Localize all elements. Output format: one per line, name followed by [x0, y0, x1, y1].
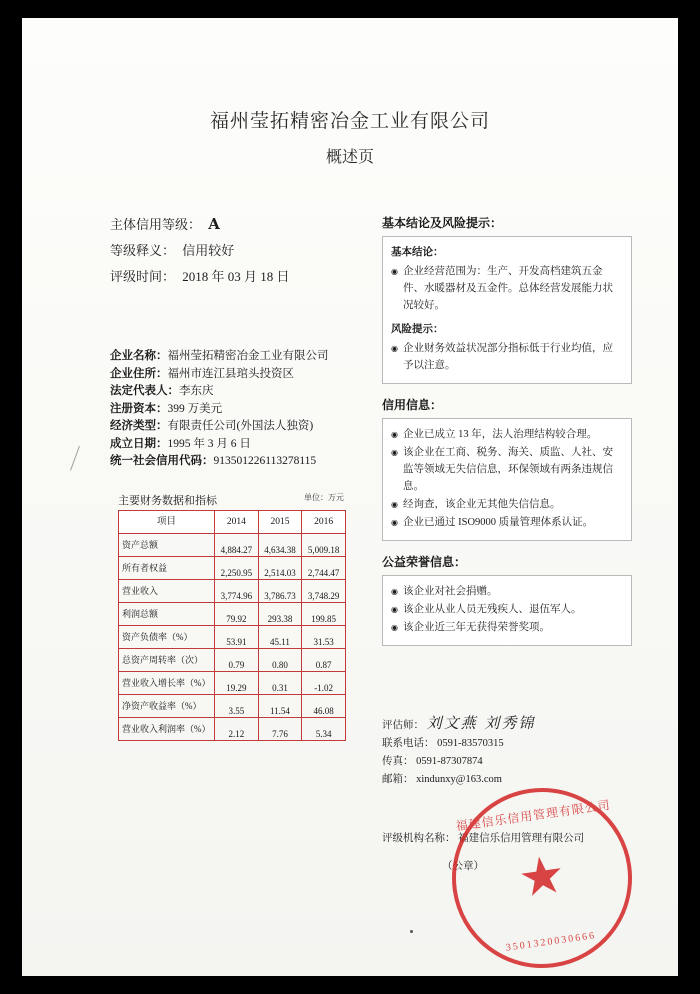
basic-conclusion-label: 基本结论： — [391, 247, 444, 258]
row-value: 0.31 — [258, 672, 302, 695]
row-value: 4,634.38 — [258, 534, 302, 557]
table-header-row — [119, 511, 346, 534]
table-row — [119, 580, 346, 603]
row-value: 31.53 — [302, 626, 346, 649]
fax-row — [382, 753, 662, 771]
finance-table-title: 主要财务数据和指标 — [118, 495, 217, 507]
table-row — [119, 534, 346, 557]
credit-item: ◉ 经询查，该企业无其他失信信息。 — [391, 496, 623, 513]
row-value: 0.79 — [215, 649, 259, 672]
capital-value: 399 万美元 — [167, 402, 223, 415]
capital-label: 注册资本： — [110, 402, 168, 415]
risk-label: 风险提示： — [391, 324, 444, 335]
company-name-label: 企业名称： — [110, 350, 168, 362]
honor-box — [382, 575, 632, 646]
row-value: 53.91 — [215, 626, 259, 649]
row-value: 2,744.47 — [302, 557, 346, 580]
table-row — [119, 649, 346, 672]
company-address-value: 福州市连江县琯头投资区 — [167, 367, 294, 380]
row-value: -1.02 — [302, 672, 346, 695]
risk-item: ◉ 企业财务效益状况部分指标低于行业均值，应予以注意。 — [391, 340, 623, 374]
table-row — [119, 695, 346, 718]
company-info-row — [110, 366, 370, 384]
fax-label: 传真： — [382, 756, 414, 767]
credit-item: ◉ 企业已成立 13 年，法人治理结构较合理。 — [391, 426, 623, 443]
rating-block — [110, 214, 346, 292]
column-header-item: 项目 — [119, 511, 215, 534]
row-value: 45.11 — [258, 626, 302, 649]
table-row — [119, 557, 346, 580]
seal-star-icon: ★ — [514, 846, 569, 909]
table-row — [119, 672, 346, 695]
rating-meaning-value: 信用较好 — [182, 243, 235, 258]
credit-item: ◉ 该企业在工商、税务、海关、质监、人社、安监等领域无失信信息，环保领域有两条违规信息。 — [391, 444, 623, 495]
row-label: 利润总额 — [119, 603, 215, 626]
rating-date-row — [110, 266, 346, 285]
signature-block — [382, 714, 662, 789]
right-column — [382, 214, 632, 658]
row-value: 19.29 — [215, 672, 259, 695]
row-value: 3,786.73 — [258, 580, 302, 603]
row-label: 净资产收益率（%） — [119, 695, 215, 718]
conclusion-section-title: 基本结论及风险提示： — [382, 216, 503, 230]
page-subtitle: 概述页 — [325, 147, 374, 166]
row-value: 2.12 — [215, 718, 259, 741]
credit-box — [382, 418, 632, 541]
honor-section-title: 公益荣誉信息： — [382, 555, 467, 569]
company-address-label: 企业住所： — [110, 367, 168, 380]
row-label: 营业收入 — [119, 580, 215, 603]
row-value: 3,774.96 — [215, 580, 259, 603]
row-value: 5,009.18 — [302, 534, 346, 557]
founding-date-label: 成立日期： — [110, 437, 168, 450]
legal-rep-label: 法定代表人： — [110, 385, 179, 397]
ink-dot-mark — [410, 930, 413, 933]
seal-bottom-text: 3501320030666 — [505, 930, 597, 954]
rater-label: 评估师： — [382, 720, 424, 731]
company-info-row — [110, 348, 370, 366]
economic-type-value: 有限责任公司(外国法人独资) — [167, 420, 314, 432]
honor-item: ◉ 该企业近三年无获得荣誉奖项。 — [391, 619, 623, 636]
rating-meaning-label: 等级释义： — [110, 243, 176, 258]
row-value: 46.08 — [302, 695, 346, 718]
phone-row — [382, 735, 662, 753]
company-info-row — [110, 436, 370, 454]
seal-top-text: 福建信乐信用管理有限公司 — [455, 797, 612, 834]
row-label: 资产负债率（%） — [119, 626, 215, 649]
credit-code-value: 913501226113278115 — [213, 455, 317, 467]
table-row — [119, 718, 346, 741]
legal-rep-value: 李东庆 — [179, 385, 214, 397]
basic-conclusion-item: ◉ 企业经营范围为：生产、开发高档建筑五金件、水暖器材及五金件。总体经营发展能力状况较好。 — [391, 263, 623, 314]
row-value: 11.54 — [258, 695, 302, 718]
conclusion-box — [382, 236, 632, 384]
row-label: 所有者权益 — [119, 557, 215, 580]
table-row — [119, 626, 346, 649]
company-info-row — [110, 418, 370, 436]
credit-code-label: 统一社会信用代码： — [110, 455, 214, 467]
agency-label: 评级机构名称： — [382, 833, 456, 844]
rater-row — [382, 714, 662, 735]
row-value: 0.80 — [258, 649, 302, 672]
row-value: 199.85 — [302, 603, 346, 626]
company-info-row — [110, 453, 370, 471]
row-value: 293.38 — [258, 603, 302, 626]
email-label: 邮箱： — [382, 774, 414, 785]
page-title: 福州莹拓精密冶金工业有限公司 — [209, 110, 490, 132]
row-value: 79.92 — [215, 603, 259, 626]
company-name-value: 福州莹拓精密冶金工业有限公司 — [167, 350, 329, 362]
rating-grade-label: 主体信用等级： — [110, 217, 202, 232]
column-header-2016: 2016 — [302, 511, 346, 534]
fax-value: 0591-87307874 — [416, 756, 483, 767]
finance-table-block — [118, 492, 346, 741]
email-row — [382, 771, 662, 789]
credit-section-title: 信用信息： — [382, 398, 443, 412]
company-info-row — [110, 401, 370, 419]
honor-item: ◉ 该企业对社会捐赠。 — [391, 583, 623, 600]
agency-value: 福建信乐信用管理有限公司 — [458, 833, 585, 844]
row-label: 总资产周转率（次） — [119, 649, 215, 672]
rating-grade-value: A — [208, 215, 220, 233]
founding-date-value: 1995 年 3 月 6 日 — [167, 437, 251, 450]
rating-date-label: 评级时间： — [110, 269, 176, 284]
row-value: 5.34 — [302, 718, 346, 741]
row-value: 0.87 — [302, 649, 346, 672]
column-header-2014: 2014 — [215, 511, 259, 534]
row-label: 营业收入利润率（%） — [119, 718, 215, 741]
company-info-block — [110, 348, 370, 471]
row-value: 4,884.27 — [215, 534, 259, 557]
finance-table-unit: 单位：万元 — [304, 493, 344, 502]
rating-meaning-row — [110, 240, 346, 259]
row-label: 营业收入增长率（%） — [119, 672, 215, 695]
credit-item: ◉ 企业已通过 ISO9000 质量管理体系认证。 — [391, 514, 623, 531]
row-value: 2,250.95 — [215, 557, 259, 580]
email-value: xindunxy@163.com — [416, 774, 502, 785]
economic-type-label: 经济类型： — [110, 420, 168, 432]
table-row — [119, 603, 346, 626]
seal-note: （公章） — [442, 861, 484, 872]
phone-label: 联系电话： — [382, 738, 435, 749]
rater-signature: 刘文燕 刘秀锦 — [426, 714, 536, 732]
row-value: 7.76 — [258, 718, 302, 741]
row-value: 3.55 — [215, 695, 259, 718]
honor-item: ◉ 该企业从业人员无残疾人、退伍军人。 — [391, 601, 623, 618]
phone-value: 0591-83570315 — [437, 738, 504, 749]
column-header-2015: 2015 — [258, 511, 302, 534]
rating-date-value: 2018 年 03 月 18 日 — [182, 269, 290, 284]
finance-table — [118, 510, 346, 741]
row-label: 资产总额 — [119, 534, 215, 557]
row-value: 3,748.29 — [302, 580, 346, 603]
company-info-row — [110, 383, 370, 401]
row-value: 2,514.03 — [258, 557, 302, 580]
document-page — [22, 18, 678, 976]
rating-grade-row — [110, 214, 346, 233]
